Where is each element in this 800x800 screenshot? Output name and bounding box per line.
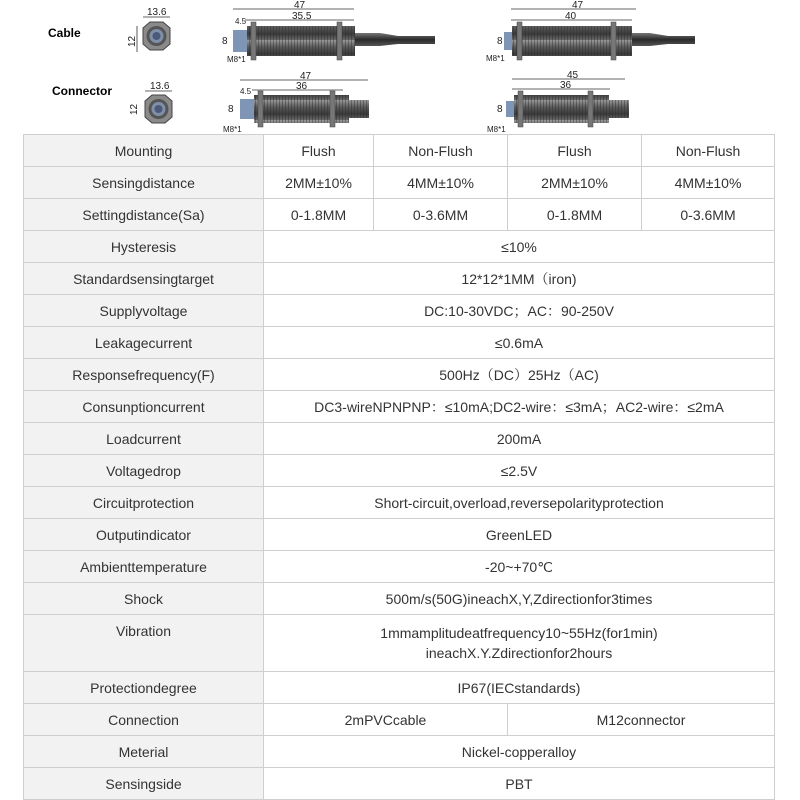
- setting-distance-col-4: 0-3.6MM: [642, 199, 775, 231]
- spec-value: DC:10-30VDC；AC：90-250V: [264, 295, 775, 327]
- table-row: [24, 231, 775, 263]
- setting-distance-col-3: 0-1.8MM: [508, 199, 642, 231]
- connector-flush-body: 36: [296, 81, 308, 92]
- connector-nonflush-body: 36: [560, 80, 572, 91]
- connector-flush-dia: 8: [228, 104, 234, 115]
- table-row: [24, 583, 775, 615]
- spec-value: -20~+70℃: [264, 551, 775, 583]
- sensing-distance-col-3: 2MM±10%: [508, 167, 642, 199]
- spec-label: Standardsensingtarget: [24, 263, 264, 295]
- sensing-distance-label: Sensingdistance: [24, 167, 264, 199]
- cable-flush-total: 47: [294, 0, 306, 11]
- spec-label: Voltagedrop: [24, 455, 264, 487]
- table-row: [24, 167, 775, 199]
- cable-flush-sensor: [222, 0, 435, 64]
- spec-table: [23, 134, 775, 800]
- material-value: Nickel-copperalloy: [264, 736, 775, 768]
- table-row: [24, 391, 775, 423]
- spec-value: 500m/s(50G)ineachX,Y,Zdirectionfor3times: [264, 583, 775, 615]
- cable-row-label: Cable: [48, 26, 81, 40]
- cable-nonflush-total: 47: [572, 0, 584, 11]
- spec-label: Responsefrequency(F): [24, 359, 264, 391]
- connection-cable: 2mPVCcable: [264, 704, 508, 736]
- connector-nonflush-total: 45: [567, 70, 579, 81]
- cable-front-width: 13.6: [147, 7, 167, 18]
- table-row: [24, 199, 775, 231]
- table-row: [24, 551, 775, 583]
- protection-value: IP67(IECstandards): [264, 672, 775, 704]
- connector-flush-total: 47: [300, 71, 312, 82]
- vibration-line-2: ineachX.Y.Zdirectionfor2hours: [425, 645, 613, 661]
- material-label: Meterial: [24, 736, 264, 768]
- table-row: [24, 455, 775, 487]
- spec-label: Ambienttemperature: [24, 551, 264, 583]
- connector-flush-face: 4.5: [240, 87, 252, 96]
- sensing-distance-col-4: 4MM±10%: [642, 167, 775, 199]
- setting-distance-col-2: 0-3.6MM: [374, 199, 508, 231]
- table-row: [24, 327, 775, 359]
- cable-front-view: [127, 7, 170, 52]
- mounting-col-4: Non-Flush: [642, 135, 775, 167]
- table-row: [24, 135, 775, 167]
- cable-flush-face: 4.5: [235, 17, 247, 26]
- spec-value: 200mA: [264, 423, 775, 455]
- spec-value: ≤0.6mA: [264, 327, 775, 359]
- table-row: [24, 615, 775, 672]
- table-row: [24, 487, 775, 519]
- connector-row-label: Connector: [52, 84, 112, 98]
- connector-nonflush-sensor: [487, 70, 629, 134]
- spec-value: Short-circuit,overload,reversepolarityprotection: [264, 487, 775, 519]
- spec-value: 500Hz（DC）25Hz（AC): [264, 359, 775, 391]
- connector-front-width: 13.6: [150, 81, 170, 92]
- mounting-label: Mounting: [24, 135, 264, 167]
- table-row: [24, 672, 775, 704]
- mounting-col-3: Flush: [508, 135, 642, 167]
- connector-flush-sensor: [223, 71, 369, 134]
- table-row: [24, 736, 775, 768]
- table-row: [24, 704, 775, 736]
- spec-value: GreenLED: [264, 519, 775, 551]
- spec-label: Supplyvoltage: [24, 295, 264, 327]
- table-row: [24, 768, 775, 800]
- cable-nonflush-thread: M8*1: [486, 54, 505, 63]
- mounting-col-1: Flush: [264, 135, 374, 167]
- connector-front-height: 12: [129, 103, 140, 115]
- cable-flush-dia: 8: [222, 36, 228, 47]
- table-row: [24, 423, 775, 455]
- sensing-side-label: Sensingside: [24, 768, 264, 800]
- table-row: [24, 519, 775, 551]
- cable-flush-body: 35.5: [292, 11, 312, 22]
- spec-label: Outputindicator: [24, 519, 264, 551]
- connector-nonflush-thread: M8*1: [487, 125, 506, 134]
- sensing-distance-col-2: 4MM±10%: [374, 167, 508, 199]
- dimension-drawings: [0, 0, 800, 135]
- spec-label: Hysteresis: [24, 231, 264, 263]
- spec-label: Shock: [24, 583, 264, 615]
- connector-front-view: [129, 81, 172, 123]
- setting-distance-label: Settingdistance(Sa): [24, 199, 264, 231]
- setting-distance-col-1: 0-1.8MM: [264, 199, 374, 231]
- spec-label: Loadcurrent: [24, 423, 264, 455]
- protection-label: Protectiondegree: [24, 672, 264, 704]
- table-row: [24, 263, 775, 295]
- sensing-distance-col-1: 2MM±10%: [264, 167, 374, 199]
- spec-value: ≤2.5V: [264, 455, 775, 487]
- sensor-drawings-svg: [0, 0, 800, 135]
- cable-nonflush-body: 40: [565, 11, 577, 22]
- table-row: [24, 295, 775, 327]
- cable-nonflush-sensor: [486, 0, 695, 63]
- connector-flush-thread: M8*1: [223, 125, 242, 134]
- vibration-value: [264, 615, 775, 672]
- mounting-col-2: Non-Flush: [374, 135, 508, 167]
- spec-label: Leakagecurrent: [24, 327, 264, 359]
- cable-front-height: 12: [127, 35, 138, 47]
- spec-value: 12*12*1MM（iron): [264, 263, 775, 295]
- spec-value: DC3-wireNPNPNP：≤10mA;DC2-wire：≤3mA；AC2-wire：≤2mA: [264, 391, 775, 423]
- table-row: [24, 359, 775, 391]
- sensing-side-value: PBT: [264, 768, 775, 800]
- vibration-line-1: 1mmamplitudeatfrequency10~55Hz(for1min): [380, 625, 658, 641]
- vibration-label: Vibration: [24, 615, 264, 672]
- cable-nonflush-dia: 8: [497, 36, 503, 47]
- connection-label: Connection: [24, 704, 264, 736]
- connector-nonflush-dia: 8: [497, 104, 503, 115]
- spec-value: ≤10%: [264, 231, 775, 263]
- spec-label: Circuitprotection: [24, 487, 264, 519]
- connection-connector: M12connector: [508, 704, 775, 736]
- cable-flush-thread: M8*1: [227, 55, 246, 64]
- spec-label: Consunptioncurrent: [24, 391, 264, 423]
